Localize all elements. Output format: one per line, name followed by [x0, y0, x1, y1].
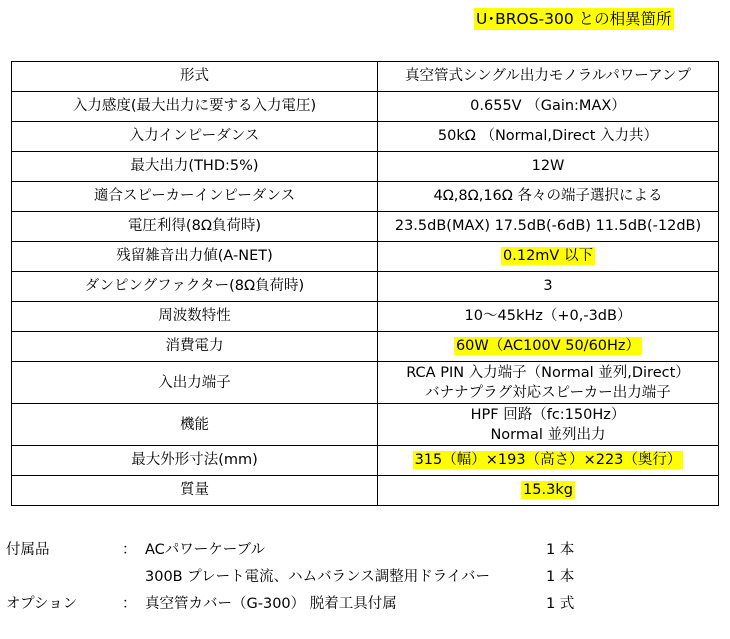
spec-label: 消費電力 [12, 332, 378, 362]
spec-label: 電圧利得(8Ω負荷時) [12, 212, 378, 242]
accessory-quantity: 1 本 [546, 569, 575, 585]
spec-value: 12W [378, 152, 719, 182]
option-quantity: 1 式 [546, 596, 575, 612]
spec-label: 入力インピーダンス [12, 122, 378, 152]
spec-label: 最大外形寸法(mm) [12, 446, 378, 476]
spec-value-line: HPF 回路（fc:150Hz） [470, 406, 626, 423]
spec-value [378, 332, 719, 362]
highlighted-value: 315（幅）×193（高さ）×223（奥行） [414, 452, 682, 468]
accessory-quantity: 1 本 [546, 542, 575, 558]
spec-value [378, 476, 719, 506]
table-row [12, 302, 719, 332]
spec-value: 23.5dB(MAX) 17.5dB(-6dB) 11.5dB(-12dB) [378, 212, 719, 242]
accessory-row [0, 538, 730, 562]
spec-value-line: バナナプラグ対応スピーカー出力端子 [425, 384, 671, 401]
spec-value: 10～45kHz（+0,-3dB） [378, 302, 719, 332]
highlighted-value: 0.12mV 以下 [503, 248, 593, 264]
spec-value [378, 362, 719, 404]
highlighted-value: 60W（AC100V 50/60Hz） [455, 338, 641, 354]
spec-value: 50kΩ （Normal,Direct 入力共） [378, 122, 719, 152]
spec-table [11, 61, 719, 506]
spec-value: 3 [378, 272, 719, 302]
accessory-item: ACパワーケーブル [145, 542, 265, 558]
table-row [12, 242, 719, 272]
spec-value-line: Normal 並列出力 [490, 426, 606, 443]
table-row [12, 62, 719, 92]
accessories-label: 付属品 [6, 542, 50, 558]
accessory-row [0, 565, 730, 589]
options-label: オプション [6, 596, 78, 612]
table-row [12, 362, 719, 404]
table-row [12, 92, 719, 122]
spec-label: 質量 [12, 476, 378, 506]
spec-value-line: RCA PIN 入力端子（Normal 並列,Direct） [406, 364, 690, 381]
spec-label: 形式 [12, 62, 378, 92]
spec-value: 真空管式シングル出力モノラルパワーアンプ [378, 62, 719, 92]
accessory-item: 300B プレート電流、ハムバランス調整用ドライバー [145, 569, 490, 585]
colon: ： [122, 596, 137, 612]
spec-label: 入力感度(最大出力に要する入力電圧) [12, 92, 378, 122]
table-row [12, 122, 719, 152]
spec-label: 残留雑音出力値(A-NET) [12, 242, 378, 272]
spec-value [378, 242, 719, 272]
highlighted-value: 15.3kg [523, 482, 573, 498]
colon: ： [122, 542, 137, 558]
spec-label: 適合スピーカーインピーダンス [12, 182, 378, 212]
table-row [12, 182, 719, 212]
option-row [0, 592, 730, 616]
spec-value [378, 446, 719, 476]
table-row [12, 476, 719, 506]
spec-label: 最大出力(THD:5%) [12, 152, 378, 182]
table-row [12, 212, 719, 242]
table-row [12, 332, 719, 362]
difference-note: U･BROS-300 との相異箇所 [476, 10, 672, 28]
spec-label: 入出力端子 [12, 362, 378, 404]
option-item: 真空管カバー（G-300） 脱着工具付属 [145, 596, 397, 612]
spec-value: 4Ω,8Ω,16Ω 各々の端子選択による [378, 182, 719, 212]
spec-value: 0.655V （Gain:MAX） [378, 92, 719, 122]
table-row [12, 272, 719, 302]
table-row [12, 404, 719, 446]
spec-label: ダンピングファクター(8Ω負荷時) [12, 272, 378, 302]
spec-label: 機能 [12, 404, 378, 446]
table-row [12, 152, 719, 182]
table-row [12, 446, 719, 476]
spec-label: 周波数特性 [12, 302, 378, 332]
spec-value [378, 404, 719, 446]
